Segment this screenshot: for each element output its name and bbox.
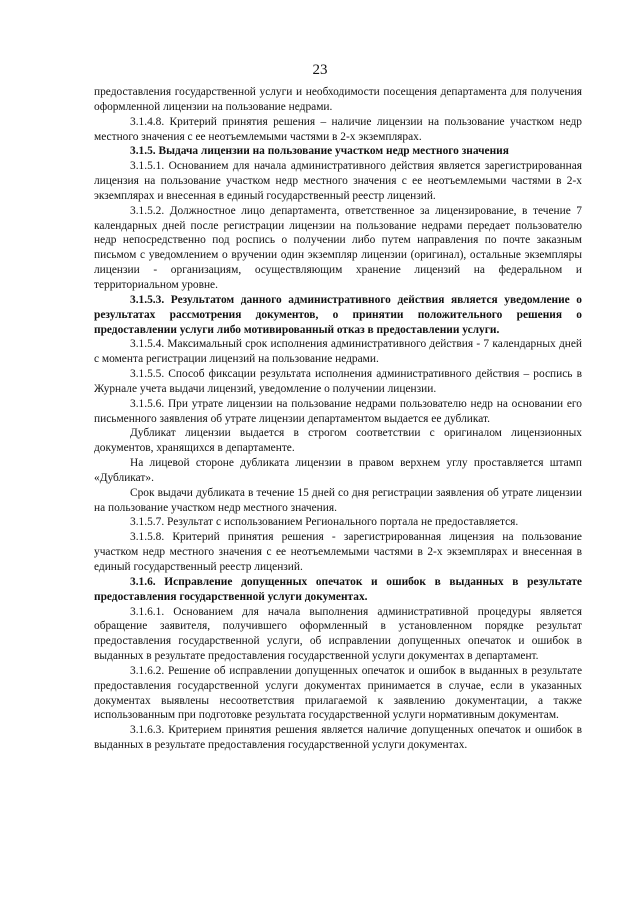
paragraph-3-1-6-1: 3.1.6.1. Основанием для начала выполнения административной процедуры является обращение заявителя, получившего оформленный в установленном порядке результат предоставления государственной услуги, об исправлении допущенных опечаток и ошибок в выданных в результате предоставления государственной услуги документах в департамент. [94, 605, 582, 663]
section-heading-3-1-6: 3.1.6. Исправление допущенных опечаток и ошибок в выданных в результате предоставления государственной услуги документах. [94, 575, 582, 603]
paragraph-duplicate-conformity: Дубликат лицензии выдается в строгом соответствии с оригиналом лицензионных документов, хранящихся в департаменте. [94, 427, 582, 455]
paragraph-3-1-5-7: 3.1.5.7. Результат с использованием Регионального портала не предоставляется. [130, 516, 519, 529]
paragraph-duplicate-stamp: На лицевой стороне дубликата лицензии в правом верхнем углу проставляется штамп «Дубликат». [94, 457, 582, 484]
paragraph-3-1-5-3: 3.1.5.3. Результатом данного административного действия является уведомление о результатах рассмотрения документов, о принятии положительного решения о предоставлении услуги либо мотивированный отказ в предоставлении услуги. [94, 293, 582, 336]
section-heading-3-1-5: 3.1.5. Выдача лицензии на пользование участком недр местного значения [130, 145, 509, 158]
paragraph-3-1-5-2: 3.1.5.2. Должностное лицо департамента, ответственное за лицензирование, в течение 7 календарных дней после регистрации лицензии на пользование недрами передает пользователю недр непосредственно под роспись о получении либо путем направления по почте заказным письмом с уведомлением о вручении один экземпляр лицензии (оригинал), остальные экземпляры лицензии - организациям, осуществляющим хранение лицензий на федеральном и территориальном уровне. [94, 204, 582, 291]
paragraph-continuation: предоставления государственной услуги и необходимости посещения департамента для получения оформленной лицензии на пользование недрами. [94, 86, 582, 113]
paragraph-3-1-5-6: 3.1.5.6. При утрате лицензии на пользование недрами пользователю недр на основании его письменного заявления об утрате лицензии департаментом выдается ее дубликат. [94, 397, 582, 425]
paragraph-3-1-5-5: 3.1.5.5. Способ фиксации результата исполнения административного действия – роспись в Журнале учета выдачи лицензий, уведомление о получении лицензии. [94, 368, 582, 395]
page-number: 23 [312, 62, 328, 78]
paragraph-3-1-6-3: 3.1.6.3. Критерием принятия решения является наличие допущенных опечаток и ошибок в выданных в результате предоставления государственной услуги документах. [94, 724, 582, 752]
paragraph-3-1-4-8: 3.1.4.8. Критерий принятия решения – наличие лицензии на пользование участком недр местного значения с ее неотъемлемыми частями в 2-х экземплярах. [94, 115, 582, 143]
document-body [94, 85, 582, 753]
paragraph-3-1-6-2: 3.1.6.2. Решение об исправлении допущенных опечаток и ошибок в выданных в результате предоставления государственной услуги документах принимается в случае, если в указанных документах выявлены несоответствия прилагаемой к заявлению документации, а также использованным при подготовке результата государственной услуги нормативным документам. [94, 664, 582, 722]
paragraph-duplicate-term: Срок выдачи дубликата в течение 15 дней со дня регистрации заявления об утрате лицензии на пользование участком недр местного значения. [94, 486, 582, 514]
paragraph-3-1-5-4: 3.1.5.4. Максимальный срок исполнения административного действия - 7 календарных дней с момента регистрации лицензий на пользование недрами. [94, 338, 582, 366]
paragraph-3-1-5-1: 3.1.5.1. Основанием для начала административного действия является зарегистрированная лицензия на пользование участком недр местного значения с ее неотъемлемыми частями в 2-х экземплярах и внесенная в единый государственный реестр лицензий. [94, 160, 582, 202]
paragraph-3-1-5-8: 3.1.5.8. Критерий принятия решения - зарегистрированная лицензия на пользование участком недр местного значения с ее неотъемлемыми частями в 2-х экземплярах и внесенная в единый государственный реестр лицензий. [94, 531, 582, 573]
